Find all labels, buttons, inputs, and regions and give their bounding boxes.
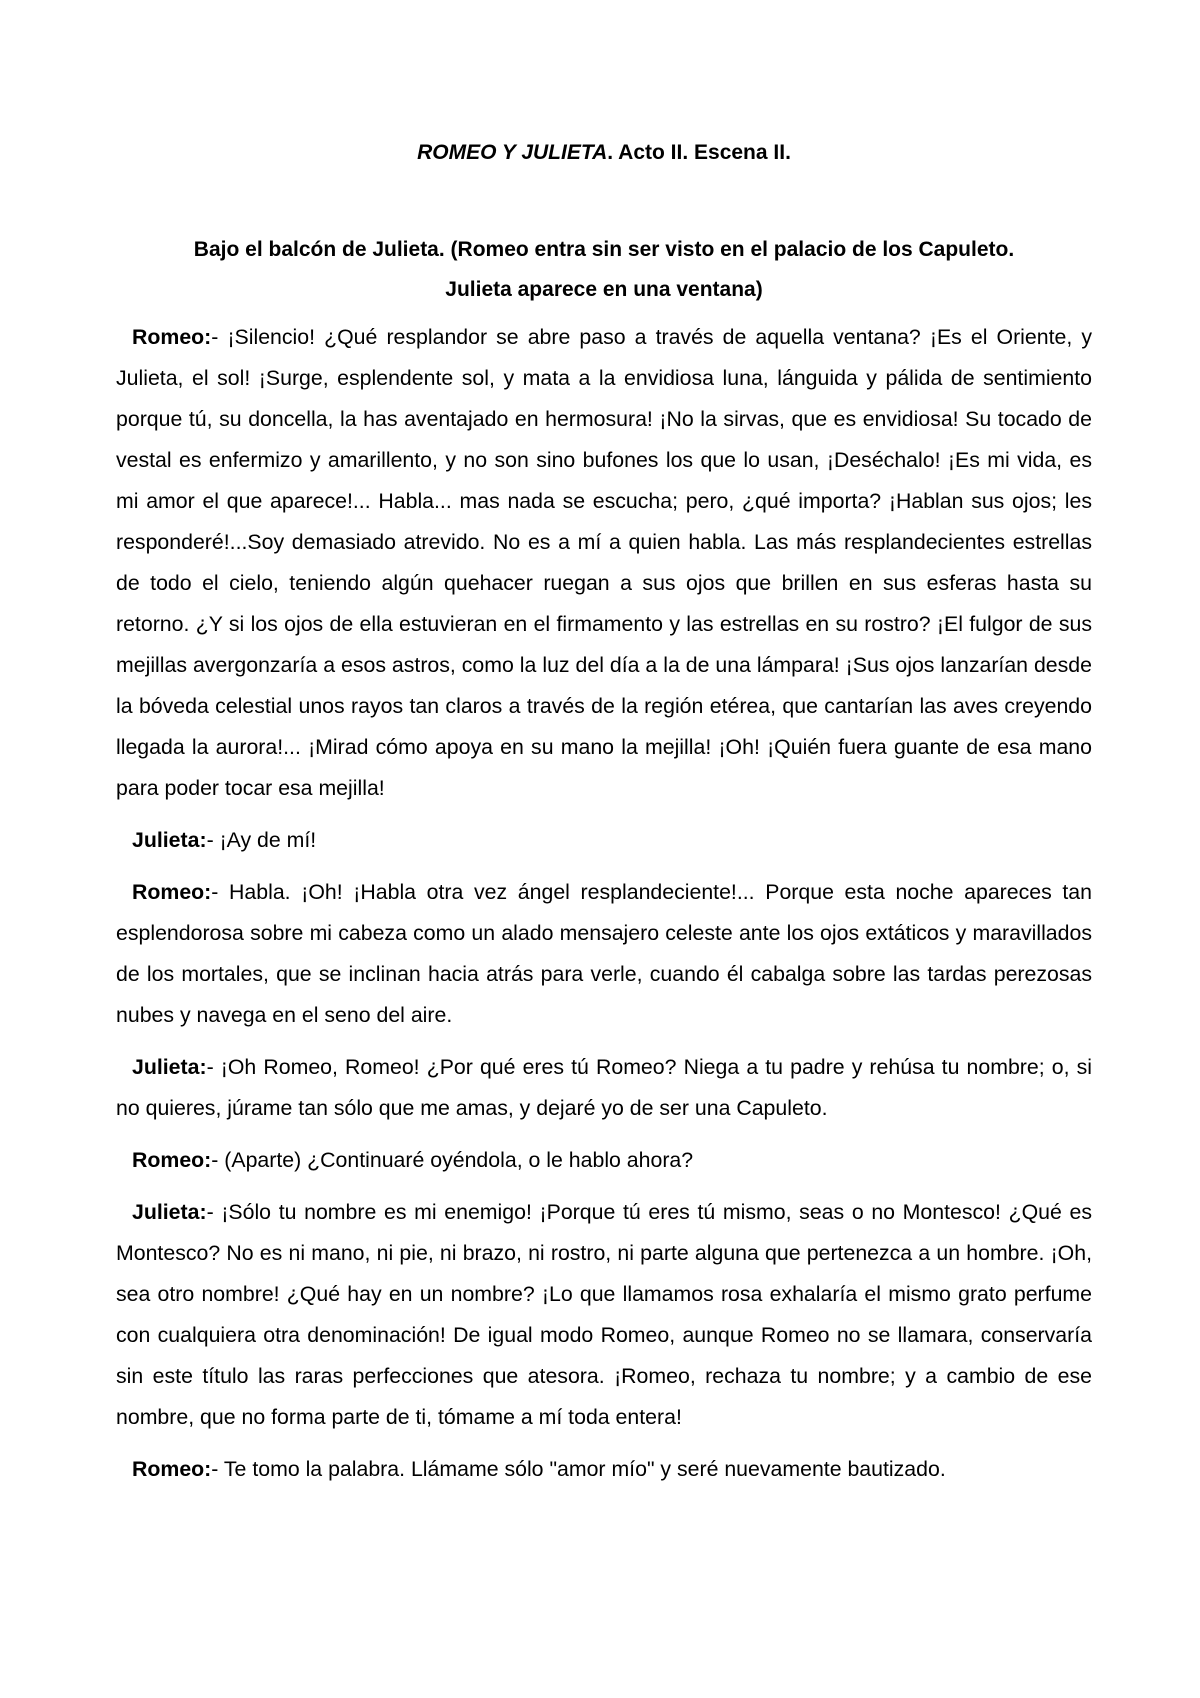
speech-text: - Habla. ¡Oh! ¡Habla otra vez ángel resplandeciente!... Porque esta noche apareces tan esplendorosa sobre mi cabeza como un alado mensajero celeste ante los ojos extáticos y maravillados de los mortales, que se inclinan hacia atrás para verle, cuando él cabalga sobre las tardas perezosas nubes y navega en el seno del aire. xyxy=(116,880,1092,1027)
dialogue xyxy=(116,317,1092,1501)
speech-text: - (Aparte) ¿Continuaré oyéndola, o le hablo ahora? xyxy=(211,1148,694,1172)
scene-heading-line-1: Bajo el balcón de Julieta. (Romeo entra sin ser visto en el palacio de los Capuleto. xyxy=(193,238,1015,261)
speech-julieta-3 xyxy=(116,1192,1092,1438)
page-title xyxy=(116,138,1092,168)
document-page xyxy=(116,0,1092,1698)
speech-romeo-4 xyxy=(116,1449,1092,1490)
speech-text: - ¡Ay de mí! xyxy=(206,828,317,852)
speech-text: - ¡Silencio! ¿Qué resplandor se abre paso a través de aquella ventana? ¡Es el Oriente, y Julieta, el sol! ¡Surge, esplendente sol, y mata a la envidiosa luna, lánguida y pálida de sentimiento porque tú, su doncella, la has aventajado en hermosura! ¡No la sirvas, que es envidiosa! Su tocado de vestal es enfermizo y amarillento, y no son sino bufones los que lo usan, ¡Deséchalo! ¡Es mi vida, es mi amor el que aparece!... Habla... mas nada se escucha; pero, ¿qué importa? ¡Hablan sus ojos; les responderé!...Soy demasiado atrevido. No es a mí a quien habla. Las más resplandecientes estrellas de todo el cielo, teniendo algún quehacer ruegan a sus ojos que brillen en sus esferas hasta su retorno. ¿Y si los ojos de ella estuvieran en el firmamento y las estrellas en su rostro? ¡El fulgor de sus mejillas avergonzaría a esos astros, como la luz del día a la de una lámpara! ¡Sus ojos lanzarían desde la bóveda celestial unos rayos tan claros a través de la región etérea, que cantarían las aves creyendo llegada la aurora!... ¡Mirad cómo apoya en su mano la mejilla! ¡Oh! ¡Quién fuera guante de esa mano para poder tocar esa mejilla! xyxy=(116,325,1092,800)
speaker-name: Julieta: xyxy=(132,1200,207,1224)
speech-text: - Te tomo la palabra. Llámame sólo "amor mío" y seré nuevamente bautizado. xyxy=(211,1457,946,1481)
speaker-name: Julieta: xyxy=(132,828,207,852)
title-play-name: ROMEO Y JULIETA xyxy=(417,141,608,164)
speech-julieta-1 xyxy=(116,820,1092,861)
speech-romeo-2 xyxy=(116,872,1092,1036)
speech-romeo-3 xyxy=(116,1140,1092,1181)
speaker-name: Julieta: xyxy=(132,1055,207,1079)
speech-text: - ¡Sólo tu nombre es mi enemigo! ¡Porque tú eres tú mismo, seas o no Montesco! ¿Qué es Montesco? No es ni mano, ni pie, ni brazo, ni rostro, ni parte alguna que pertenezca a un hombre. ¡Oh, sea otro nombre! ¿Qué hay en un nombre? ¡Lo que llamamos rosa exhalaría el mismo grato perfume con cualquiera otra denominación! De igual modo Romeo, aunque Romeo no se llamara, conservaría sin este título las raras perfecciones que atesora. ¡Romeo, rechaza tu nombre; y a cambio de ese nombre, que no forma parte de ti, tómame a mí toda entera! xyxy=(116,1200,1092,1429)
scene-heading xyxy=(116,230,1092,310)
title-act-scene: . Acto II. Escena II. xyxy=(607,141,791,164)
speaker-name: Romeo: xyxy=(132,1148,212,1172)
speaker-name: Romeo: xyxy=(132,880,212,904)
speaker-name: Romeo: xyxy=(132,1457,212,1481)
scene-heading-line-2: Julieta aparece en una ventana) xyxy=(445,278,763,301)
speech-julieta-2 xyxy=(116,1047,1092,1129)
speaker-name: Romeo: xyxy=(132,325,212,349)
speech-text: - ¡Oh Romeo, Romeo! ¿Por qué eres tú Romeo? Niega a tu padre y rehúsa tu nombre; o, si no quieres, júrame tan sólo que me amas, y dejaré yo de ser una Capuleto. xyxy=(116,1055,1092,1120)
speech-romeo-1 xyxy=(116,317,1092,809)
